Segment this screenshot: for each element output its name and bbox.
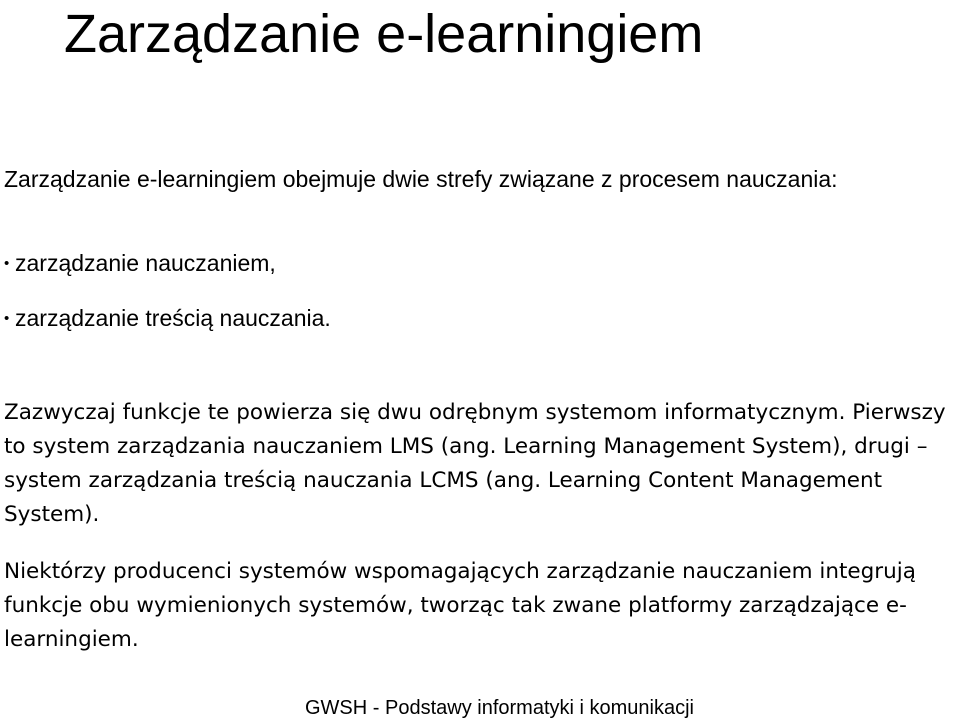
slide-footer: GWSH - Podstawy informatyki i komunikacji [305, 697, 694, 719]
systems-paragraph: Zazwyczaj funkcje te powierza się dwu odrębnym systemom informatycznym. Pierwszy to system zarządzania nauczaniem LMS (ang. Learning Management System), drugi – system zarządzania treścią nauczania LCMS (ang. Learning Content Management System). [4, 400, 946, 527]
bullet-text: zarządzanie nauczaniem, [15, 250, 276, 276]
platforms-paragraph: Niektórzy producenci systemów wspomagających zarządzanie nauczaniem integrują funkcje obu wymienionych systemów, tworząc tak zwane platformy zarządzające e-learningiem. [4, 559, 916, 652]
slide-title: Zarządzanie e-learningiem [64, 4, 704, 64]
bullet-item [4, 301, 331, 356]
bullet-text: zarządzanie treścią nauczania. [15, 305, 331, 331]
bullet-icon: • [4, 255, 10, 272]
bullet-list [4, 246, 331, 356]
bullet-item [4, 246, 331, 301]
bullet-icon: • [4, 310, 10, 327]
intro-paragraph: Zarządzanie e-learningiem obejmuje dwie strefy związane z procesem nauczania: [4, 166, 838, 192]
